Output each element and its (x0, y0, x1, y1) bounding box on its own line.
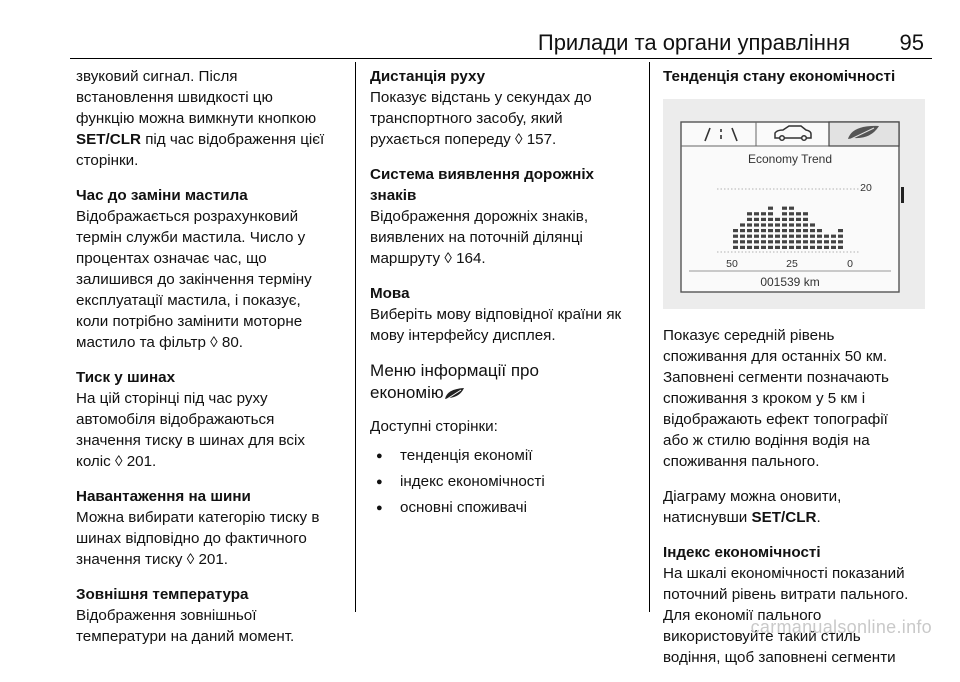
trend-bar-segment (775, 235, 780, 238)
economy-trend-figure (663, 99, 925, 309)
page-ref-arrow-icon: ◊ (444, 250, 452, 267)
trend-bar-segment (789, 240, 794, 243)
trend-bar-segment (740, 240, 745, 243)
scroll-indicator (901, 187, 904, 203)
trend-bar-segment (768, 235, 773, 238)
trend-bar-segment (775, 246, 780, 249)
trend-bar-segment (775, 218, 780, 221)
display-title: Economy Trend (747, 152, 833, 166)
section-text: Показує відстань у секундах до транспортного засобу, який рухається попереду ◊ 157. (370, 89, 592, 148)
trend-bar-segment (838, 229, 843, 232)
page-ref-link[interactable]: 80. (217, 334, 244, 351)
trend-bar-segment (789, 223, 794, 226)
trend-bar-segment (768, 223, 773, 226)
trend-bar-segment (768, 218, 773, 221)
trend-bar-segment (754, 223, 759, 226)
column-middle (370, 66, 642, 535)
list-item: ● тенденція економії (370, 443, 642, 469)
page-ref-link[interactable]: 164. (451, 250, 486, 267)
trend-bar-segment (768, 229, 773, 232)
trend-bar-segment (747, 223, 752, 226)
column-right (663, 66, 935, 682)
trend-bar-segment (789, 218, 794, 221)
trend-bar-segment (754, 235, 759, 238)
trend-bar-segment (782, 207, 787, 210)
trend-bar-segment (747, 229, 752, 232)
trend-bar-segment (768, 240, 773, 243)
available-pages-list (370, 443, 642, 521)
eco-leaf-icon (444, 387, 466, 401)
intro-paragraph (76, 66, 348, 171)
trend-bar-segment (754, 218, 759, 221)
trend-bar-segment (817, 240, 822, 243)
list-item: ● індекс економічності (370, 469, 642, 495)
column-divider-right (649, 62, 650, 612)
trend-bar-segment (782, 223, 787, 226)
section-heading: Тенденція стану економічності (663, 68, 896, 85)
section-text: На цій сторінці під час руху автомобіля відображаються значення тиску в шинах для всіх коліс ◊ 201. (76, 390, 305, 470)
trend-bar-segment (796, 229, 801, 232)
eco-menu-heading: Меню інформації про економію (370, 361, 539, 402)
section-text: Виберіть мову відповідної країни як мову інтерфейсу дисплея. (370, 306, 622, 344)
trend-bar-segment (810, 223, 815, 226)
trend-bar-segment (740, 235, 745, 238)
trend-bar-segment (796, 212, 801, 215)
trend-bar-segment (824, 235, 829, 238)
trend-bar-segment (838, 235, 843, 238)
display-x-label: 25 (786, 258, 798, 270)
section-heading: Зовнішня температура (76, 586, 249, 603)
trend-bar-segment (803, 223, 808, 226)
trend-bar-segment (838, 246, 843, 249)
trend-bar-segment (789, 229, 794, 232)
page-number: 95 (899, 30, 924, 55)
trend-bar-segment (831, 246, 836, 249)
trend-bar-segment (754, 240, 759, 243)
section-text: Відображення зовнішньої температури на даний момент. (76, 607, 295, 645)
trend-bar-segment (796, 246, 801, 249)
trend-bar-segment (761, 218, 766, 221)
trend-bar-segment (789, 212, 794, 215)
trend-bar-segment (803, 246, 808, 249)
trend-bar-segment (768, 207, 773, 210)
trend-bar-segment (810, 246, 815, 249)
section-text: На шкалі економічності показаний поточний рівень витрати пального. Для економії пального використовуйте такий стиль водіння, щоб заповнені сегменти (663, 565, 909, 666)
trend-bar-segment (775, 240, 780, 243)
trend-bar-segment (768, 246, 773, 249)
trend-bar-segment (775, 229, 780, 232)
trend-bar-segment (803, 218, 808, 221)
trend-bar-segment (768, 212, 773, 215)
display-x-label: 0 (847, 258, 853, 270)
trend-description: Показує середній рівень споживання для останніх 50 км. Заповнені сегменти позначають споживання з кроком у 5 км і відображають ефект топографії або ж стилю водіння водія на споживання пального. (663, 327, 889, 470)
trend-bar-segment (733, 235, 738, 238)
section-heading: Тиск у шинах (76, 369, 176, 386)
outside-temperature-section (76, 584, 348, 647)
trend-bar-segment (824, 246, 829, 249)
trend-bar (831, 235, 836, 249)
distance-section (370, 66, 642, 150)
section-heading: Мова (370, 285, 410, 302)
trend-bar-segment (754, 212, 759, 215)
trend-bar-segment (838, 240, 843, 243)
trend-bar-segment (761, 223, 766, 226)
page-ref-link[interactable]: 201. (122, 453, 157, 470)
trend-bar-segment (740, 246, 745, 249)
section-text: Можна вибирати категорію тиску в шинах відповідно до фактичного значення тиску ◊ 201. (76, 509, 320, 568)
page-ref-arrow-icon: ◊ (114, 453, 123, 470)
trend-bar-segment (817, 246, 822, 249)
section-text: Відображення дорожніх знаків, виявлених на поточній ділянці маршруту ◊ 164. (370, 208, 589, 267)
odometer-readout: 001539 km (760, 275, 820, 289)
trend-bar-segment (796, 235, 801, 238)
set-clr-label: SET/CLR (76, 131, 141, 148)
column-divider-left (355, 62, 356, 612)
trend-bar-segment (747, 235, 752, 238)
trend-bar-segment (782, 229, 787, 232)
page-ref-link[interactable]: 201. (194, 551, 228, 568)
section-heading: Індекс економічності (663, 544, 821, 561)
trend-bar-segment (775, 223, 780, 226)
trend-bar-segment (831, 235, 836, 238)
display-x-label: 50 (726, 258, 738, 270)
section-heading: Дистанція руху (370, 68, 486, 85)
trend-bar-segment (761, 240, 766, 243)
trend-bar-segment (803, 212, 808, 215)
section-heading: Час до заміни мастила (76, 187, 248, 204)
trend-bar-segment (747, 218, 752, 221)
trend-bar-segment (782, 235, 787, 238)
trend-bar-segment (740, 229, 745, 232)
section-text: Відображається розрахунковий термін служби мастила. Число у процентах означає час, що залишився до закінчення терміну експлуатації мастила, і показує, коли потрібно замінити моторне мастило та фільтр ◊ 80. (76, 208, 312, 351)
page-ref-link[interactable]: 157. (522, 131, 557, 148)
page-ref-arrow-icon: ◊ (514, 131, 523, 148)
trend-bar (824, 235, 829, 249)
section-heading: Система виявлення дорожніх знаків (370, 166, 595, 204)
language-section (370, 283, 642, 346)
oil-life-section (76, 185, 348, 353)
trend-bar-segment (789, 246, 794, 249)
available-pages-label: Доступні сторінки: (370, 418, 498, 435)
trend-bar-segment (747, 212, 752, 215)
trend-bar-segment (789, 235, 794, 238)
trend-bar-segment (796, 223, 801, 226)
page-ref-arrow-icon: ◊ (210, 334, 218, 351)
trend-bar-segment (733, 229, 738, 232)
column-left (76, 66, 348, 661)
traffic-sign-section (370, 164, 642, 269)
trend-bar-segment (782, 240, 787, 243)
page-ref-arrow-icon: ◊ (186, 551, 195, 568)
page-header-title: Прилади та органи управління (537, 30, 850, 55)
trend-bar-segment (782, 212, 787, 215)
trend-bar-segment (740, 223, 745, 226)
section-heading: Навантаження на шини (76, 488, 251, 505)
economy-trend-display (663, 99, 925, 309)
trend-bar-segment (817, 229, 822, 232)
trend-bar-segment (817, 235, 822, 238)
eco-menu-section (370, 360, 642, 521)
trend-bar-segment (754, 246, 759, 249)
trend-bar-segment (796, 240, 801, 243)
intro-text-end: під час відображення цієї сторінки. (76, 131, 325, 169)
set-clr-label: SET/CLR (751, 509, 817, 526)
header-rule (70, 58, 932, 59)
display-y-value: 20 (860, 182, 872, 194)
trend-bar-segment (796, 218, 801, 221)
trend-bar-segment (824, 240, 829, 243)
trend-bar-segment (733, 240, 738, 243)
trend-bar-segment (803, 235, 808, 238)
trend-bar-segment (761, 229, 766, 232)
trend-bar-segment (754, 229, 759, 232)
trend-bar-segment (810, 240, 815, 243)
trend-bar-segment (810, 235, 815, 238)
trend-bar-segment (810, 229, 815, 232)
trend-bar-segment (747, 246, 752, 249)
tyre-load-section (76, 486, 348, 570)
trend-bar-segment (782, 246, 787, 249)
trend-bar-segment (782, 218, 787, 221)
intro-text: звуковий сигнал. Після встановлення швидкості цю функцію можна вимкнути кнопкою (76, 68, 317, 127)
trend-bar-segment (761, 246, 766, 249)
list-item: ● основні споживачі (370, 495, 642, 521)
eco-index-section (663, 542, 935, 668)
trend-bar-segment (803, 229, 808, 232)
trend-bar-segment (761, 235, 766, 238)
trend-bar-segment (761, 212, 766, 215)
trend-bar-segment (747, 240, 752, 243)
trend-bar-segment (803, 240, 808, 243)
trend-bar-segment (789, 207, 794, 210)
tyre-pressure-section (76, 367, 348, 472)
trend-bar-segment (733, 246, 738, 249)
refresh-note: Діаграму можна оновити, натиснувши SET/CLR. (663, 488, 842, 526)
trend-bar-segment (831, 240, 836, 243)
watermark: carmanualsonline.info (750, 617, 932, 637)
